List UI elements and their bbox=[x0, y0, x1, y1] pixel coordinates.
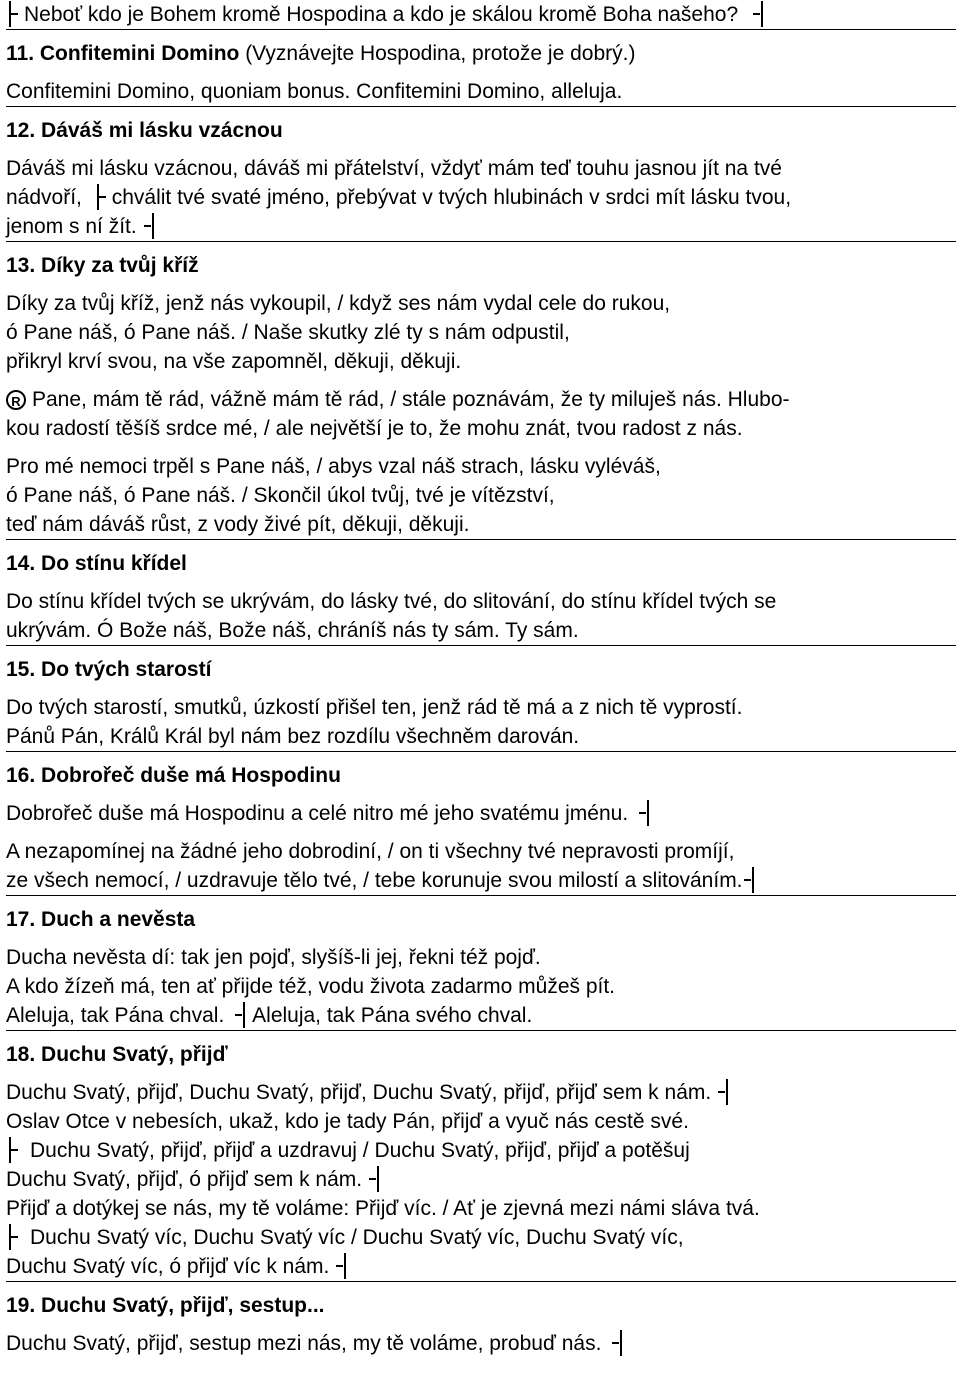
text-line: Do tvých starostí, smutků, úzkostí přišel ten, jenž rád tě má a z nich tě vyprostí. bbox=[6, 696, 743, 719]
text-line: Dáváš mi lásku vzácnou, dáváš mi přátelství, vždyť mám teď touhu jasnou jít na tvé bbox=[6, 157, 782, 180]
repeat-end-icon bbox=[234, 1002, 248, 1028]
line-text: Duchu Svatý, přijď, Duchu Svatý, přijď, Duchu Svatý, přijď, přijď sem k nám. bbox=[6, 1081, 712, 1104]
repeat-end-icon bbox=[143, 213, 157, 239]
line-text: Neboť kdo je Bohem kromě Hospodina a kdo je skálou kromě Boha našeho? bbox=[24, 3, 739, 26]
text-line: A kdo žízeň má, ten ať přijde též, vodu života zadarmo můžeš pít. bbox=[6, 975, 616, 998]
line-text: Aleluja, tak Pána svého chval. bbox=[252, 1004, 533, 1027]
line-text: chválit tvé svaté jméno, přebývat v tvých hlubinách v srdci mít lásku tvou, bbox=[111, 186, 792, 209]
line-text: Duchu Svatý víc, ó přijď víc k nám. bbox=[6, 1255, 330, 1278]
line-text: ze všech nemocí, / uzdravuje tělo tvé, / tebe korunuje svou milostí a slitováním. bbox=[6, 869, 743, 892]
text-line: Oslav Otce v nebesích, ukaž, kdo je tady Pán, přijď a vyuč nás cestě své. bbox=[6, 1110, 689, 1133]
text-line: A nezapomínej na žádné jeho dobrodiní, / on ti všechny tvé nepravosti promíjí, bbox=[6, 840, 735, 863]
text-line: Do stínu křídel tvých se ukrývám, do lásky tvé, do slitování, do stínu křídel tvých se bbox=[6, 590, 777, 613]
repeat-start-icon bbox=[6, 1137, 20, 1163]
song-title-note: (Vyznávejte Hospodina, protože je dobrý.) bbox=[239, 42, 636, 65]
line-text: Duchu Svatý, přijď, sestup mezi nás, my tě voláme, probuď nás. bbox=[6, 1332, 602, 1355]
line-text: Duchu Svatý, přijď, ó přijď sem k nám. bbox=[6, 1168, 363, 1191]
text-line: ó Pane náš, ó Pane náš. / Skončil úkol tvůj, tvé je vítězství, bbox=[6, 484, 555, 507]
text-line bbox=[6, 0, 956, 30]
song-11-heading bbox=[6, 39, 956, 68]
text-line bbox=[6, 212, 956, 242]
song-17-heading: 17. Duch a nevěsta bbox=[6, 908, 196, 931]
text-line bbox=[6, 1078, 956, 1107]
text-line: Confitemini Domino, quoniam bonus. Confitemini Domino, alleluja. bbox=[6, 77, 956, 107]
line-text: Duchu Svatý víc, Duchu Svatý víc / Duchu Svatý víc, Duchu Svatý víc, bbox=[30, 1226, 684, 1249]
text-line bbox=[6, 1165, 956, 1194]
song-15-heading: 15. Do tvých starostí bbox=[6, 658, 212, 681]
text-line: přikryl krví svou, na vše zapomněl, děkuji, děkuji. bbox=[6, 350, 462, 373]
text-line bbox=[6, 183, 956, 212]
text-line: Pánů Pán, Králů Král byl nám bez rozdílu všechněm darován. bbox=[6, 722, 956, 752]
repeat-end-icon bbox=[368, 1166, 382, 1192]
repeat-end-icon bbox=[335, 1253, 349, 1279]
repeat-end-icon bbox=[743, 867, 757, 893]
song-13-heading: 13. Díky za tvůj kříž bbox=[6, 254, 199, 277]
repeat-end-icon bbox=[638, 800, 652, 826]
line-text: Dobrořeč duše má Hospodinu a celé nitro mé jeho svatému jménu. bbox=[6, 802, 629, 825]
song-16-heading: 16. Dobrořeč duše má Hospodinu bbox=[6, 764, 341, 787]
line-text: Aleluja, tak Pána chval. bbox=[6, 1004, 225, 1027]
song-14-heading: 14. Do stínu křídel bbox=[6, 552, 187, 575]
repeat-end-icon bbox=[752, 1, 766, 27]
song-19-heading: 19. Duchu Svatý, přijď, sestup... bbox=[6, 1294, 325, 1317]
songbook-page bbox=[6, 0, 956, 1358]
repeat-start-icon bbox=[6, 1224, 20, 1250]
text-line bbox=[6, 1136, 956, 1165]
text-line: ukrývám. Ó Bože náš, Bože náš, chráníš nás ty sám. Ty sám. bbox=[6, 616, 956, 646]
song-12-heading: 12. Dáváš mi lásku vzácnou bbox=[6, 119, 283, 142]
refrain-mark-icon: R bbox=[6, 390, 26, 410]
text-line bbox=[6, 1252, 956, 1282]
text-line: Díky za tvůj kříž, jenž nás vykoupil, / když ses nám vydal cele do rukou, bbox=[6, 292, 671, 315]
repeat-start-icon bbox=[6, 1, 20, 27]
text-line bbox=[6, 1001, 956, 1031]
text-line: Přijď a dotýkej se nás, my tě voláme: Přijď víc. / Ať je zjevná mezi námi sláva tvá. bbox=[6, 1197, 760, 1220]
text-line bbox=[6, 1223, 956, 1252]
text-line bbox=[6, 385, 956, 414]
text-line: kou radostí těšíš srdce mé, / ale největší je to, že mohu znát, tvou radost z nás. bbox=[6, 417, 743, 440]
song-18-heading: 18. Duchu Svatý, přijď bbox=[6, 1043, 228, 1066]
text-line: ó Pane náš, ó Pane náš. / Naše skutky zlé ty s nám odpustil, bbox=[6, 321, 570, 344]
song-title: 11. Confitemini Domino bbox=[6, 42, 240, 65]
text-line bbox=[6, 866, 956, 896]
repeat-end-icon bbox=[717, 1079, 731, 1105]
repeat-end-icon bbox=[611, 1330, 625, 1356]
text-line bbox=[6, 799, 956, 828]
line-text: jenom s ní žít. bbox=[6, 215, 137, 238]
text-line: teď nám dáváš růst, z vody živé pít, děkuji, děkuji. bbox=[6, 510, 956, 540]
text-line bbox=[6, 1329, 956, 1358]
line-text: Pane, mám tě rád, vážně mám tě rád, / stále poznávám, že ty miluješ nás. Hlubo- bbox=[32, 388, 790, 411]
text-line: Ducha nevěsta dí: tak jen pojď, slyšíš-li jej, řekni též pojď. bbox=[6, 946, 541, 969]
text-line: Pro mé nemoci trpěl s Pane náš, / abys vzal náš strach, lásku vyléváš, bbox=[6, 455, 661, 478]
repeat-start-icon bbox=[94, 184, 108, 210]
line-text: nádvoří, bbox=[6, 186, 82, 209]
line-text: Duchu Svatý, přijď, přijď a uzdravuj / Duchu Svatý, přijď, přijď a potěšuj bbox=[30, 1139, 690, 1162]
